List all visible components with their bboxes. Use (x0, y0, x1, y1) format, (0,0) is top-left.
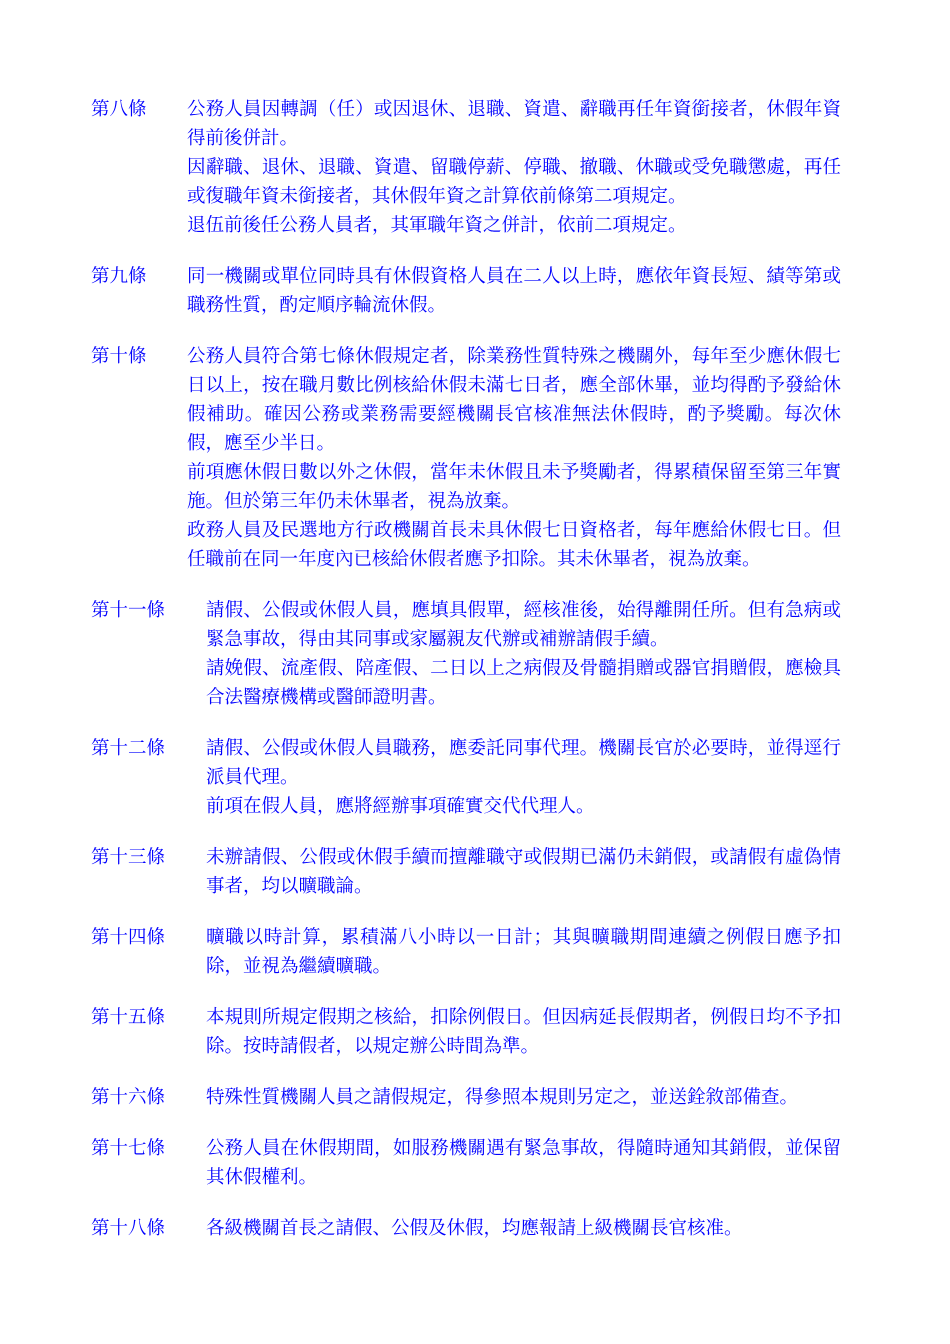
article-paragraph: 本規則所規定假期之核給，扣除例假日。但因病延長假期者，例假日均不予扣除。按時請假者，以規定辦公時間為準。 (206, 1007, 841, 1057)
regulation-page (91, 95, 841, 1265)
article-15 (91, 1003, 841, 1061)
article-12 (91, 734, 841, 821)
article-paragraph: 特殊性質機關人員之請假規定，得參照本規則另定之，並送銓敘部備查。 (206, 1087, 799, 1108)
article-number: 第十六條 (91, 1087, 166, 1108)
article-8 (91, 95, 841, 240)
article-paragraph: 退伍前後任公務人員者，其軍職年資之併計，依前二項規定。 (187, 215, 687, 236)
article-paragraph: 前項應休假日數以外之休假，當年未休假且未予獎勵者，得累積保留至第三年實施。但於第三年仍未休畢者，視為放棄。 (187, 462, 841, 512)
article-number: 第十一條 (91, 600, 166, 621)
article-paragraph: 請假、公假或休假人員職務，應委託同事代理。機關長官於必要時，並得逕行派員代理。 (206, 738, 841, 788)
article-paragraph: 請假、公假或休假人員，應填具假單，經核准後，始得離開任所。但有急病或緊急事故，得由其同事或家屬親友代辦或補辦請假手續。 (206, 600, 841, 650)
article-number: 第十八條 (91, 1218, 166, 1239)
article-10 (91, 342, 841, 574)
article-body (187, 262, 841, 320)
article-17 (91, 1134, 841, 1192)
article-11 (91, 596, 841, 712)
article-number: 第十四條 (91, 927, 166, 948)
article-body (206, 843, 841, 901)
article-9 (91, 262, 841, 320)
article-body (187, 95, 841, 240)
article-13 (91, 843, 841, 901)
article-paragraph: 政務人員及民選地方行政機關首長未具休假七日資格者，每年應給休假七日。但任職前在同一年度內已核給休假者應予扣除。其未休畢者，視為放棄。 (187, 520, 841, 570)
article-body (206, 1003, 841, 1061)
article-body (206, 923, 841, 981)
article-paragraph: 公務人員符合第七條休假規定者，除業務性質特殊之機關外，每年至少應休假七日以上，按在職月數比例核給休假未滿七日者，應全部休畢，並均得酌予發給休假補助。確因公務或業務需要經機關長官核准無法休假時，酌予獎勵。每次休假，應至少半日。 (187, 346, 841, 454)
article-body (206, 596, 841, 712)
article-paragraph: 同一機關或單位同時具有休假資格人員在二人以上時，應依年資長短、績等第或職務性質，酌定順序輪流休假。 (187, 266, 841, 316)
article-body (206, 1134, 841, 1192)
article-18 (91, 1214, 841, 1243)
article-number: 第十七條 (91, 1138, 166, 1159)
article-14 (91, 923, 841, 981)
article-number: 第九條 (91, 266, 147, 287)
article-16 (91, 1083, 841, 1112)
article-paragraph: 曠職以時計算，累積滿八小時以一日計；其與曠職期間連續之例假日應予扣除，並視為繼續曠職。 (206, 927, 841, 977)
article-body (206, 734, 841, 821)
article-paragraph: 公務人員因轉調（任）或因退休、退職、資遣、辭職再任年資銜接者，休假年資得前後併計。 (187, 99, 841, 149)
article-number: 第十三條 (91, 847, 166, 868)
article-paragraph: 公務人員在休假期間，如服務機關遇有緊急事故，得隨時通知其銷假，並保留其休假權利。 (206, 1138, 841, 1188)
article-body (206, 1083, 841, 1112)
article-paragraph: 因辭職、退休、退職、資遣、留職停薪、停職、撤職、休職或受免職懲處，再任或復職年資未銜接者，其休假年資之計算依前條第二項規定。 (187, 157, 841, 207)
article-paragraph: 各級機關首長之請假、公假及休假，均應報請上級機關長官核准。 (206, 1218, 743, 1239)
article-paragraph: 未辦請假、公假或休假手續而擅離職守或假期已滿仍未銷假，或請假有虛偽情事者，均以曠職論。 (206, 847, 841, 897)
article-paragraph: 前項在假人員，應將經辦事項確實交代代理人。 (206, 796, 595, 817)
article-body (206, 1214, 841, 1243)
article-number: 第十條 (91, 346, 147, 367)
article-paragraph: 請娩假、流產假、陪產假、二日以上之病假及骨髓捐贈或器官捐贈假，應檢具合法醫療機構或醫師證明書。 (206, 658, 841, 708)
article-body (187, 342, 841, 574)
article-number: 第八條 (91, 99, 147, 120)
article-number: 第十五條 (91, 1007, 166, 1028)
article-number: 第十二條 (91, 738, 166, 759)
